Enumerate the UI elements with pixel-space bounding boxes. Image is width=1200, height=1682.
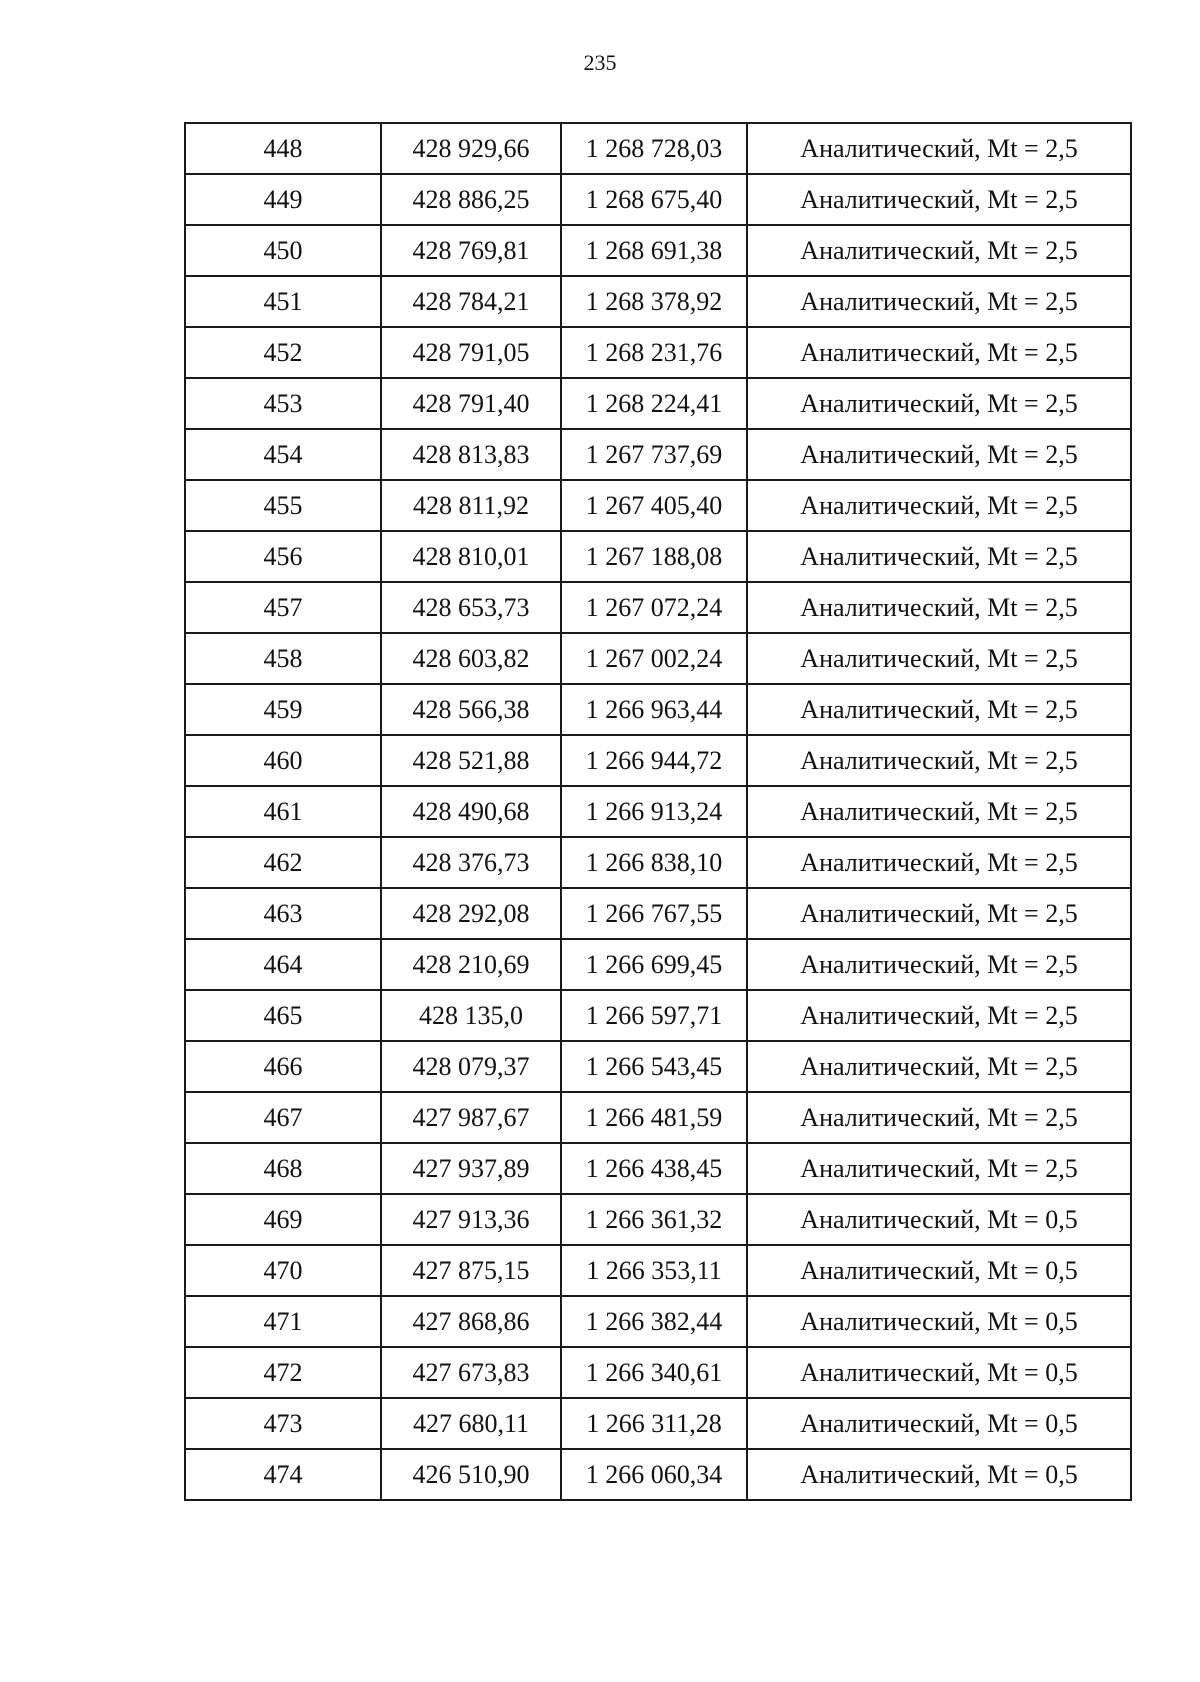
method-cell: Аналитический, Mt = 2,5 xyxy=(747,276,1131,327)
point-number-cell: 449 xyxy=(185,174,381,225)
method-cell: Аналитический, Mt = 2,5 xyxy=(747,735,1131,786)
y-coordinate-cell: 1 268 691,38 xyxy=(561,225,747,276)
x-coordinate-cell: 428 811,92 xyxy=(381,480,561,531)
x-coordinate-cell: 427 913,36 xyxy=(381,1194,561,1245)
method-cell: Аналитический, Mt = 2,5 xyxy=(747,939,1131,990)
x-coordinate-cell: 428 769,81 xyxy=(381,225,561,276)
method-cell: Аналитический, Mt = 2,5 xyxy=(747,1041,1131,1092)
x-coordinate-cell: 428 210,69 xyxy=(381,939,561,990)
table-row xyxy=(185,888,1131,939)
x-coordinate-cell: 428 292,08 xyxy=(381,888,561,939)
method-cell: Аналитический, Mt = 2,5 xyxy=(747,531,1131,582)
table-row xyxy=(185,633,1131,684)
x-coordinate-cell: 428 653,73 xyxy=(381,582,561,633)
x-coordinate-cell: 427 868,86 xyxy=(381,1296,561,1347)
table-row xyxy=(185,1347,1131,1398)
point-number-cell: 462 xyxy=(185,837,381,888)
x-coordinate-cell: 428 810,01 xyxy=(381,531,561,582)
point-number-cell: 458 xyxy=(185,633,381,684)
table-row xyxy=(185,582,1131,633)
method-cell: Аналитический, Mt = 2,5 xyxy=(747,174,1131,225)
point-number-cell: 471 xyxy=(185,1296,381,1347)
table-row xyxy=(185,735,1131,786)
y-coordinate-cell: 1 266 699,45 xyxy=(561,939,747,990)
table-row xyxy=(185,1041,1131,1092)
table-row xyxy=(185,378,1131,429)
method-cell: Аналитический, Mt = 2,5 xyxy=(747,378,1131,429)
point-number-cell: 466 xyxy=(185,1041,381,1092)
y-coordinate-cell: 1 268 675,40 xyxy=(561,174,747,225)
table-row xyxy=(185,123,1131,174)
table-row xyxy=(185,429,1131,480)
x-coordinate-cell: 428 813,83 xyxy=(381,429,561,480)
method-cell: Аналитический, Mt = 2,5 xyxy=(747,480,1131,531)
point-number-cell: 474 xyxy=(185,1449,381,1500)
table-row xyxy=(185,1194,1131,1245)
table-row xyxy=(185,786,1131,837)
point-number-cell: 454 xyxy=(185,429,381,480)
x-coordinate-cell: 428 603,82 xyxy=(381,633,561,684)
point-number-cell: 465 xyxy=(185,990,381,1041)
x-coordinate-cell: 428 791,05 xyxy=(381,327,561,378)
y-coordinate-cell: 1 267 405,40 xyxy=(561,480,747,531)
y-coordinate-cell: 1 266 361,32 xyxy=(561,1194,747,1245)
y-coordinate-cell: 1 267 188,08 xyxy=(561,531,747,582)
point-number-cell: 473 xyxy=(185,1398,381,1449)
y-coordinate-cell: 1 266 838,10 xyxy=(561,837,747,888)
method-cell: Аналитический, Mt = 0,5 xyxy=(747,1398,1131,1449)
point-number-cell: 470 xyxy=(185,1245,381,1296)
y-coordinate-cell: 1 267 737,69 xyxy=(561,429,747,480)
point-number-cell: 459 xyxy=(185,684,381,735)
method-cell: Аналитический, Mt = 2,5 xyxy=(747,837,1131,888)
y-coordinate-cell: 1 267 002,24 xyxy=(561,633,747,684)
table-row xyxy=(185,225,1131,276)
method-cell: Аналитический, Mt = 2,5 xyxy=(747,582,1131,633)
method-cell: Аналитический, Mt = 2,5 xyxy=(747,990,1131,1041)
x-coordinate-cell: 427 875,15 xyxy=(381,1245,561,1296)
point-number-cell: 453 xyxy=(185,378,381,429)
x-coordinate-cell: 428 521,88 xyxy=(381,735,561,786)
x-coordinate-cell: 428 784,21 xyxy=(381,276,561,327)
y-coordinate-cell: 1 266 543,45 xyxy=(561,1041,747,1092)
x-coordinate-cell: 428 079,37 xyxy=(381,1041,561,1092)
method-cell: Аналитический, Mt = 2,5 xyxy=(747,633,1131,684)
point-number-cell: 451 xyxy=(185,276,381,327)
method-cell: Аналитический, Mt = 0,5 xyxy=(747,1449,1131,1500)
y-coordinate-cell: 1 268 728,03 xyxy=(561,123,747,174)
y-coordinate-cell: 1 268 231,76 xyxy=(561,327,747,378)
point-number-cell: 463 xyxy=(185,888,381,939)
y-coordinate-cell: 1 266 597,71 xyxy=(561,990,747,1041)
table-row xyxy=(185,1143,1131,1194)
method-cell: Аналитический, Mt = 2,5 xyxy=(747,225,1131,276)
table-row xyxy=(185,531,1131,582)
y-coordinate-cell: 1 268 378,92 xyxy=(561,276,747,327)
x-coordinate-cell: 428 490,68 xyxy=(381,786,561,837)
y-coordinate-cell: 1 266 767,55 xyxy=(561,888,747,939)
point-number-cell: 455 xyxy=(185,480,381,531)
y-coordinate-cell: 1 266 913,24 xyxy=(561,786,747,837)
point-number-cell: 472 xyxy=(185,1347,381,1398)
y-coordinate-cell: 1 266 311,28 xyxy=(561,1398,747,1449)
table-row xyxy=(185,174,1131,225)
table-row xyxy=(185,1449,1131,1500)
table-row xyxy=(185,990,1131,1041)
method-cell: Аналитический, Mt = 2,5 xyxy=(747,123,1131,174)
table-row xyxy=(185,684,1131,735)
table-row xyxy=(185,939,1131,990)
point-number-cell: 468 xyxy=(185,1143,381,1194)
x-coordinate-cell: 427 937,89 xyxy=(381,1143,561,1194)
table-row xyxy=(185,1296,1131,1347)
method-cell: Аналитический, Mt = 2,5 xyxy=(747,429,1131,480)
x-coordinate-cell: 428 135,0 xyxy=(381,990,561,1041)
y-coordinate-cell: 1 266 944,72 xyxy=(561,735,747,786)
coordinates-table-body xyxy=(185,123,1131,1500)
point-number-cell: 457 xyxy=(185,582,381,633)
table-row xyxy=(185,1245,1131,1296)
x-coordinate-cell: 428 376,73 xyxy=(381,837,561,888)
method-cell: Аналитический, Mt = 2,5 xyxy=(747,684,1131,735)
x-coordinate-cell: 427 987,67 xyxy=(381,1092,561,1143)
y-coordinate-cell: 1 267 072,24 xyxy=(561,582,747,633)
x-coordinate-cell: 428 791,40 xyxy=(381,378,561,429)
y-coordinate-cell: 1 268 224,41 xyxy=(561,378,747,429)
y-coordinate-cell: 1 266 353,11 xyxy=(561,1245,747,1296)
x-coordinate-cell: 427 673,83 xyxy=(381,1347,561,1398)
method-cell: Аналитический, Mt = 0,5 xyxy=(747,1245,1131,1296)
point-number-cell: 467 xyxy=(185,1092,381,1143)
method-cell: Аналитический, Mt = 0,5 xyxy=(747,1296,1131,1347)
method-cell: Аналитический, Mt = 0,5 xyxy=(747,1194,1131,1245)
point-number-cell: 450 xyxy=(185,225,381,276)
point-number-cell: 469 xyxy=(185,1194,381,1245)
y-coordinate-cell: 1 266 481,59 xyxy=(561,1092,747,1143)
table-row xyxy=(185,1398,1131,1449)
coordinates-table xyxy=(184,122,1132,1501)
x-coordinate-cell: 428 886,25 xyxy=(381,174,561,225)
x-coordinate-cell: 426 510,90 xyxy=(381,1449,561,1500)
method-cell: Аналитический, Mt = 2,5 xyxy=(747,327,1131,378)
point-number-cell: 456 xyxy=(185,531,381,582)
point-number-cell: 452 xyxy=(185,327,381,378)
y-coordinate-cell: 1 266 382,44 xyxy=(561,1296,747,1347)
page-number: 235 xyxy=(583,50,617,75)
y-coordinate-cell: 1 266 438,45 xyxy=(561,1143,747,1194)
y-coordinate-cell: 1 266 060,34 xyxy=(561,1449,747,1500)
x-coordinate-cell: 427 680,11 xyxy=(381,1398,561,1449)
table-row xyxy=(185,1092,1131,1143)
x-coordinate-cell: 428 929,66 xyxy=(381,123,561,174)
point-number-cell: 460 xyxy=(185,735,381,786)
method-cell: Аналитический, Mt = 2,5 xyxy=(747,1143,1131,1194)
method-cell: Аналитический, Mt = 2,5 xyxy=(747,1092,1131,1143)
point-number-cell: 448 xyxy=(185,123,381,174)
table-row xyxy=(185,276,1131,327)
method-cell: Аналитический, Mt = 2,5 xyxy=(747,786,1131,837)
table-row xyxy=(185,327,1131,378)
point-number-cell: 464 xyxy=(185,939,381,990)
table-row xyxy=(185,480,1131,531)
method-cell: Аналитический, Mt = 2,5 xyxy=(747,888,1131,939)
method-cell: Аналитический, Mt = 0,5 xyxy=(747,1347,1131,1398)
y-coordinate-cell: 1 266 340,61 xyxy=(561,1347,747,1398)
point-number-cell: 461 xyxy=(185,786,381,837)
table-row xyxy=(185,837,1131,888)
y-coordinate-cell: 1 266 963,44 xyxy=(561,684,747,735)
x-coordinate-cell: 428 566,38 xyxy=(381,684,561,735)
